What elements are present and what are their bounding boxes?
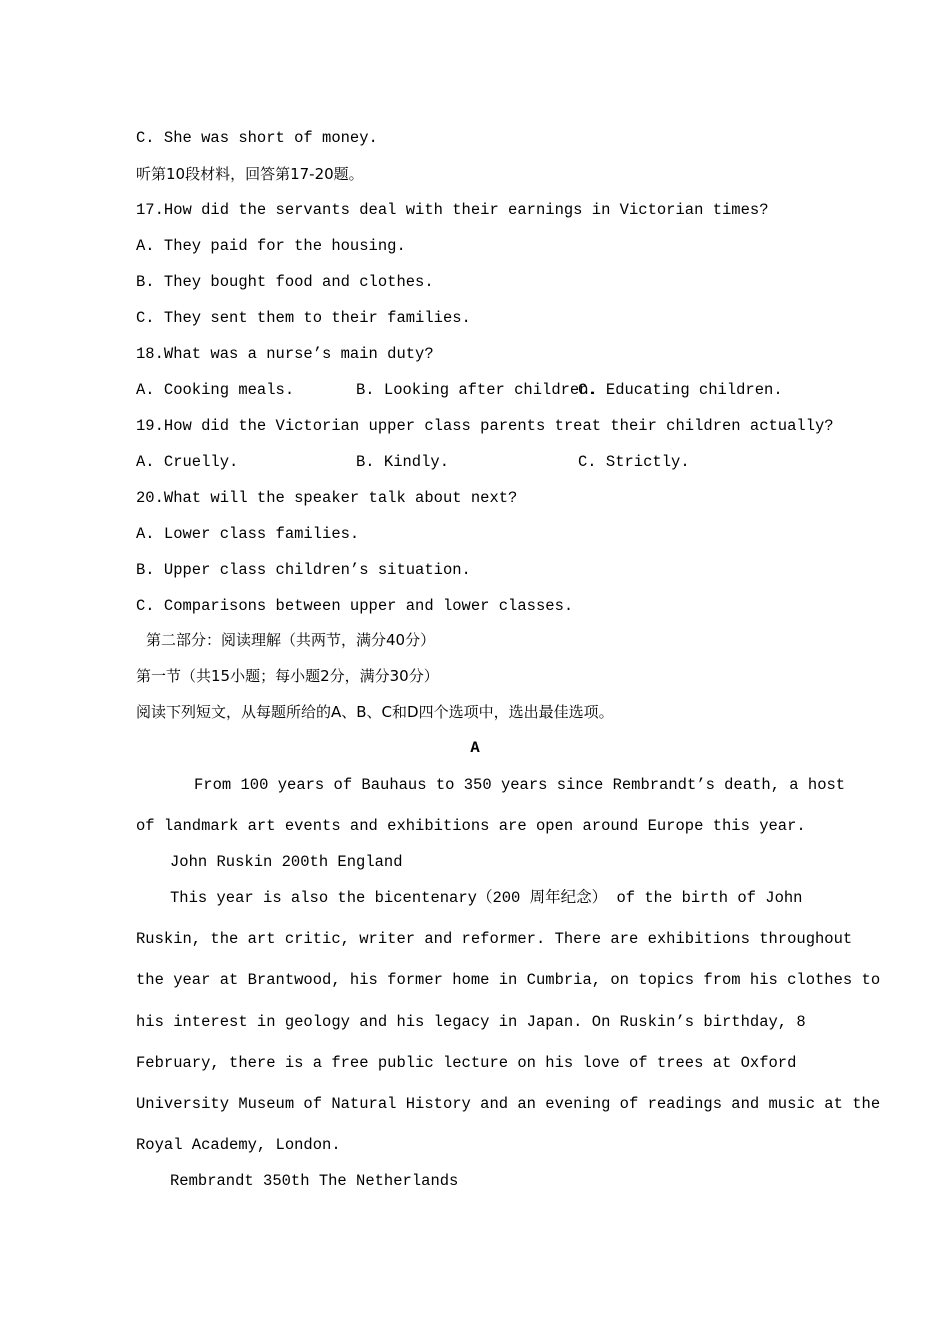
question-20-option-c: C. Comparisons between upper and lower classes. [136, 597, 574, 615]
ruskin-heading: John Ruskin 200th England [170, 853, 403, 871]
question-19-option-b: B. Kindly. [356, 453, 450, 471]
reading-instruction: 阅读下列短文，从每题所给的A、B、C和D四个选项中，选出最佳选项。 [136, 703, 614, 721]
ruskin-line-6: University Museum of Natural History and an evening of readings and music at the [136, 1095, 881, 1113]
question-20-stem: 20.What will the speaker talk about next? [136, 489, 518, 507]
ruskin-line-3: the year at Brantwood, his former home in Cumbria, on topics from his clothes to [136, 971, 881, 989]
question-17-stem: 17.How did the servants deal with their earnings in Victorian times? [136, 201, 769, 219]
question-20-option-a: A. Lower class families. [136, 525, 360, 543]
prev-question-option-c: C. She was short of money. [136, 129, 378, 147]
question-19-stem: 19.How did the Victorian upper class parents treat their children actually? [136, 417, 834, 435]
question-18-option-b: B. Looking after children. [356, 381, 598, 399]
question-20-option-b: B. Upper class children’s situation. [136, 561, 471, 579]
question-19-option-a: A. Cruelly. [136, 453, 239, 471]
question-18-option-a: A. Cooking meals. [136, 381, 295, 399]
question-17-option-a: A. They paid for the housing. [136, 237, 406, 255]
question-18-stem: 18.What was a nurse’s main duty? [136, 345, 434, 363]
rembrandt-heading: Rembrandt 350th The Netherlands [170, 1172, 459, 1190]
part-two-title: 第二部分：阅读理解（共两节，满分40分） [146, 631, 436, 649]
question-19-option-c: C. Strictly. [578, 453, 690, 471]
section-one-heading: 第一节（共15小题；每小题2分，满分30分） [136, 667, 439, 685]
ruskin-line-2: Ruskin, the art critic, writer and reformer. There are exhibitions throughout [136, 930, 853, 948]
question-17-option-c: C. They sent them to their families. [136, 309, 471, 327]
listening-instruction: 听第10段材料，回答第17-20题。 [136, 165, 364, 183]
ruskin-line-7: Royal Academy, London. [136, 1136, 341, 1154]
passage-a-label: A [470, 739, 480, 757]
question-17-option-b: B. They bought food and clothes. [136, 273, 434, 291]
passage-intro-line-1: From 100 years of Bauhaus to 350 years since Rembrandt’s death, a host [194, 776, 846, 794]
ruskin-line-1: This year is also the bicentenary（200 周年纪念） of the birth of John [170, 889, 803, 907]
ruskin-line-5: February, there is a free public lecture on his love of trees at Oxford [136, 1054, 797, 1072]
ruskin-line-4: his interest in geology and his legacy in Japan. On Ruskin’s birthday, 8 [136, 1013, 806, 1031]
question-18-option-c: C. Educating children. [578, 381, 783, 399]
passage-intro-line-2: of landmark art events and exhibitions are open around Europe this year. [136, 817, 806, 835]
